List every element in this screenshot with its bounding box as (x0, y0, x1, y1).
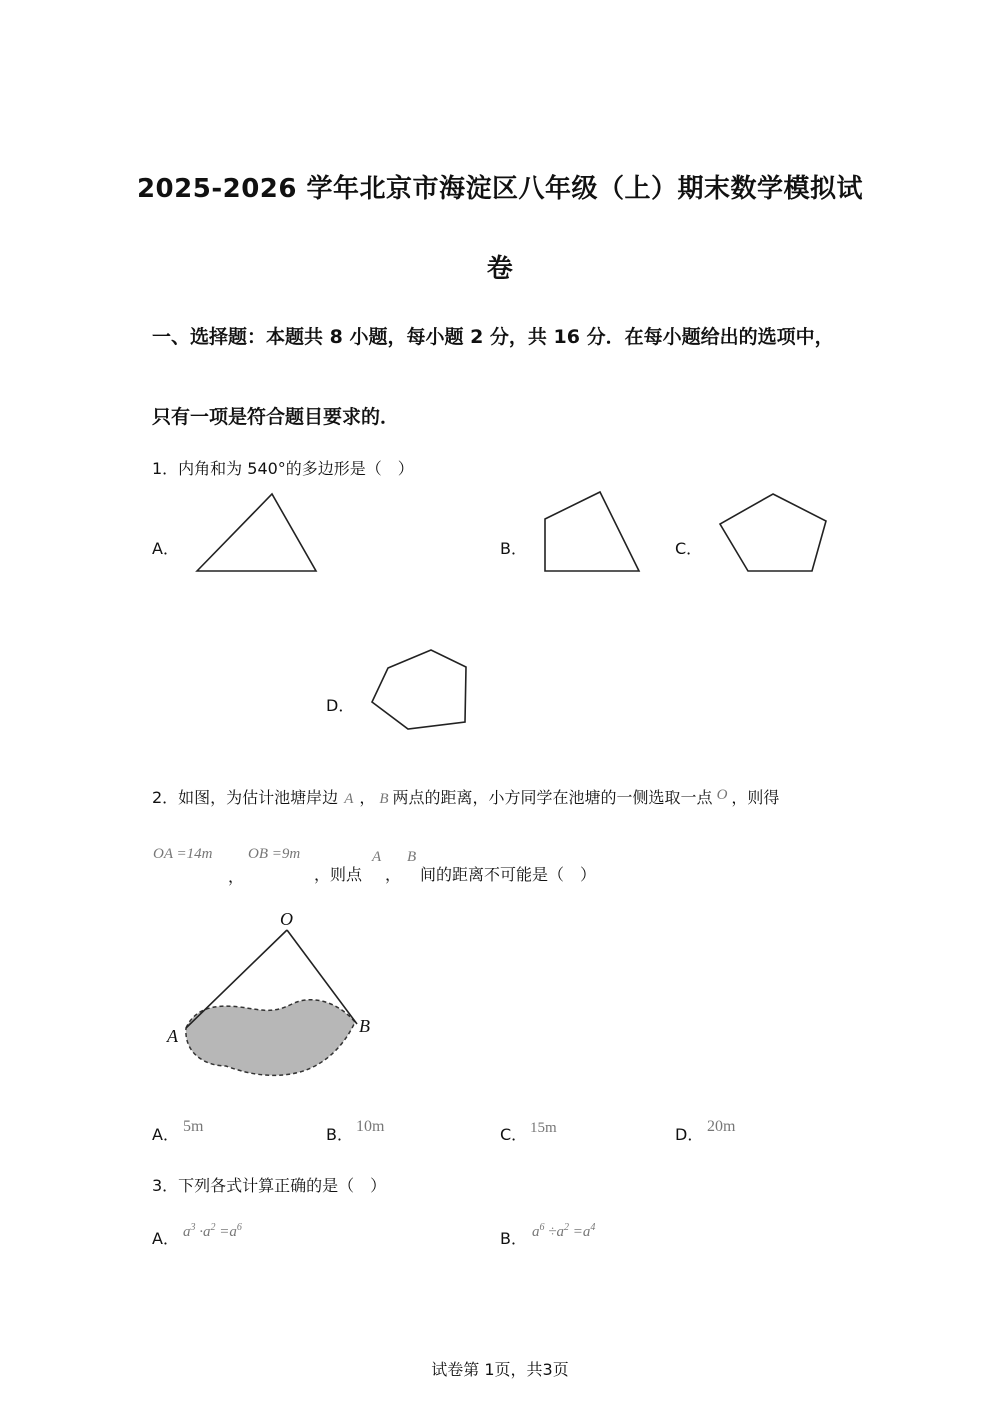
q3-option-a-expression (183, 1222, 242, 1241)
q3-option-a-label: A． (152, 1229, 179, 1248)
q3-option-b-label: B． (500, 1229, 527, 1248)
q3-b-op: ÷a (548, 1224, 564, 1240)
q1-option-d-label: D． (326, 696, 355, 715)
q2-var-b: B (379, 791, 389, 807)
q1-option-b-label: B． (500, 539, 527, 558)
q3-a-exp3: 6 (236, 1222, 242, 1233)
page-title-line1: 2025-2026 学年北京市海淀区八年级（上）期末数学模拟试 (136, 174, 864, 204)
q2-option-a-label: A． (152, 1125, 179, 1144)
q1-option-c-label: C． (675, 539, 703, 558)
q3-a-eq: =a (219, 1224, 237, 1240)
q2-stem-part4: ，则点 (314, 865, 363, 884)
q2-var-o: O (716, 787, 728, 803)
q2-ob-expression: OB =9m (248, 846, 301, 862)
q3-a-op: ·a (199, 1224, 211, 1240)
q2-comma1: ， (228, 867, 245, 886)
q2-option-d-value: 20m (707, 1118, 736, 1135)
q2-stem-part1: 2．如图，为估计池塘岸边 (152, 788, 339, 807)
q2-comma2: ， (385, 865, 402, 884)
q2-option-a-value: 5m (183, 1118, 204, 1135)
q2-var-b2: B (407, 849, 417, 865)
q2-var-a2: A (372, 849, 382, 865)
q2-var-a: A (344, 791, 354, 807)
figure-label-b: B (359, 1016, 370, 1036)
q2-option-c-value: 15m (530, 1120, 557, 1136)
q3-option-b-expression (532, 1222, 595, 1241)
q2-sep1: ， (359, 788, 376, 807)
q2-option-c-label: C． (500, 1125, 528, 1144)
q3-a-base1: a (183, 1224, 191, 1240)
q2-option-b-label: B． (326, 1125, 353, 1144)
q3-b-eq: =a (572, 1224, 591, 1240)
q2-option-b-value: 10m (356, 1118, 385, 1135)
q2-option-d-label: D． (675, 1125, 704, 1144)
q2-stem-part5: 间的距离不可能是（ ） (420, 865, 597, 884)
section-heading-line1: 一、选择题：本题共 8 小题，每小题 2 分，共 16 分．在每小题给出的选项中， (152, 326, 834, 348)
figure-label-o: O (280, 909, 293, 929)
q1-option-a-label: A． (152, 539, 179, 558)
page-title-line2: 卷 (486, 254, 514, 284)
question-1-stem: 1．内角和为 540°的多边形是（ ） (152, 459, 414, 478)
q2-oa-expression: OA =14m (153, 846, 213, 862)
q3-a-exp1: 3 (190, 1222, 196, 1233)
q2-stem-part2: 两点的距离，小方同学在池塘的一侧选取一点 (392, 788, 713, 807)
q3-a-exp2: 2 (210, 1222, 216, 1233)
q3-b-exp3: 4 (590, 1222, 596, 1233)
q3-b-base1: a (532, 1224, 540, 1240)
q3-b-exp2: 2 (563, 1222, 569, 1233)
q2-stem-part3: ，则得 (731, 788, 780, 807)
q3-b-exp1: 6 (539, 1222, 545, 1233)
section-heading-line2: 只有一项是符合题目要求的． (152, 406, 400, 428)
figure-label-a: A (167, 1026, 178, 1046)
page-footer: 试卷第 1页，共3页 (431, 1360, 569, 1379)
question-3-stem: 3．下列各式计算正确的是（ ） (152, 1176, 387, 1195)
